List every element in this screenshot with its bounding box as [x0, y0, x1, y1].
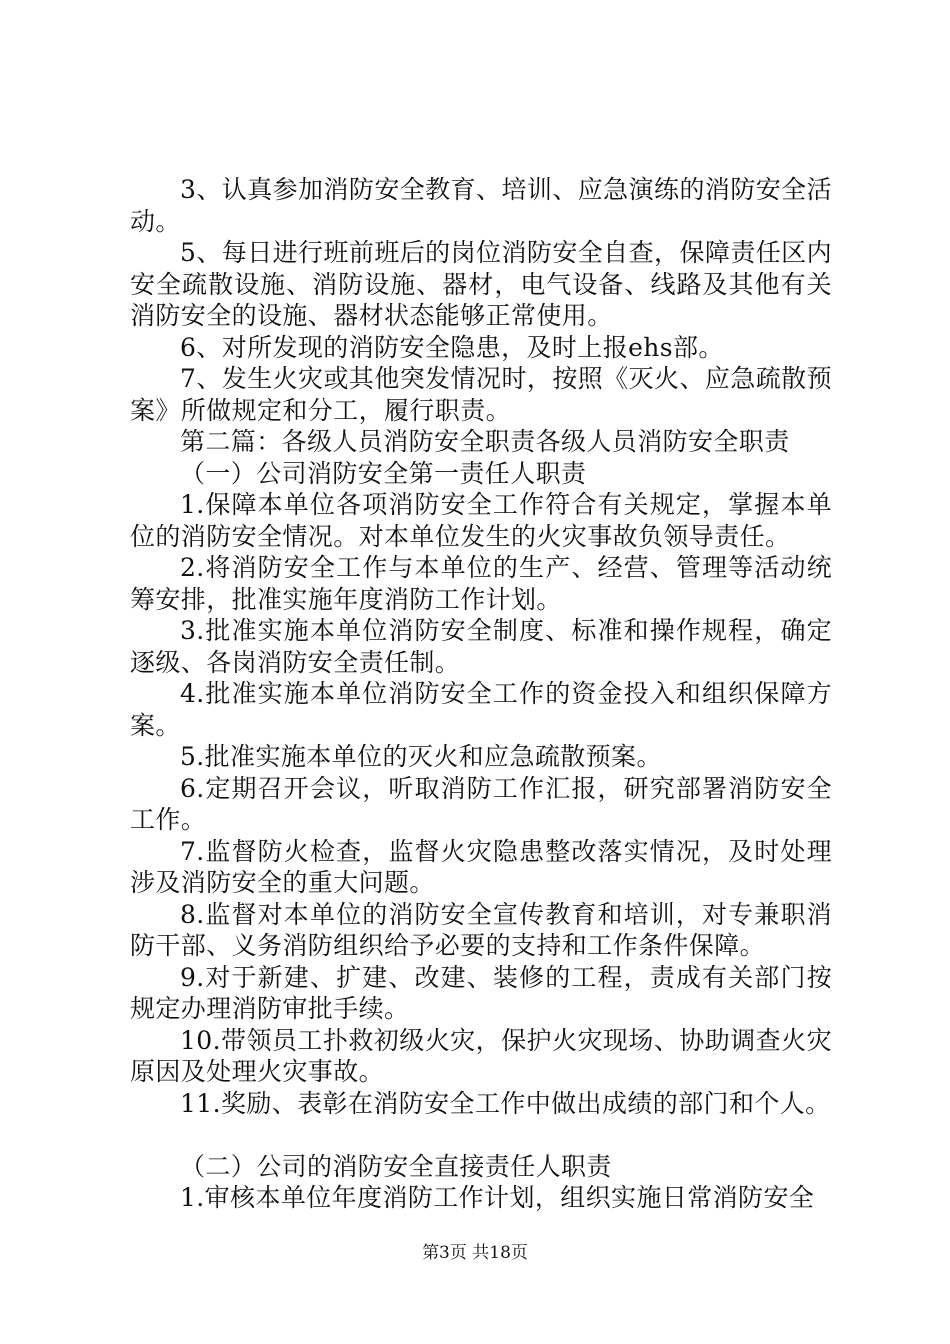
duty-item-11: 11.奖励、表彰在消防安全工作中做出成绩的部门和个人。 — [180, 1088, 831, 1118]
paragraph-item-5: 5、每日进行班前班后的岗位消防安全自查，保障责任区内安全疏散设施、消防设施、器材，电气设备、线路及其他有关消防安全的设施、器材状态能够正常使用。 — [130, 238, 832, 330]
duty-item-2: 2.将消防安全工作与本单位的生产、经营、管理等活动统筹安排，批准实施年度消防工作计划。 — [130, 553, 832, 614]
chapter-heading: 第二篇：各级人员消防安全职责各级人员消防安全职责 — [180, 427, 790, 456]
section-heading-2: （二）公司的消防安全直接责任人职责 — [180, 1151, 612, 1181]
duty-item-6: 6.定期召开会议，听取消防工作汇报，研究部署消防安全工作。 — [130, 773, 832, 834]
duty-item-5: 5.批准实施本单位的灭火和应急疏散预案。 — [180, 742, 662, 771]
section-heading-1: （一）公司消防安全第一责任人职责 — [180, 458, 587, 488]
duty-item-9: 9.对于新建、扩建、改建、装修的工程，责成有关部门按规定办理消防审批手续。 — [130, 962, 832, 1023]
duty-item-3: 3.批准实施本单位消防安全制度、标准和操作规程，确定逐级、各岗消防安全责任制。 — [130, 616, 832, 677]
blank-line — [130, 1119, 832, 1151]
duty-item-2-1: 1.审核本单位年度消防工作计划，组织实施日常消防安全 — [180, 1183, 815, 1212]
duty-item-4: 4.批准实施本单位消防安全工作的资金投入和组织保障方案。 — [130, 679, 832, 740]
paragraph-item-6: 6、对所发现的消防安全隐患，及时上报ehs部。 — [180, 332, 724, 362]
document-body — [130, 174, 832, 1214]
paragraph-item-3: 3、认真参加消防安全教育、培训、应急演练的消防安全活动。 — [130, 175, 832, 236]
duty-item-7: 7.监督防火检查，监督火灾隐患整改落实情况，及时处理涉及消防安全的重大问题。 — [130, 836, 832, 897]
page-number-footer: 第3页 共18页 — [422, 1243, 528, 1263]
duty-item-10: 10.带领员工扑救初级火灾，保护火灾现场、协助调查火灾原因及处理火灾事故。 — [130, 1025, 832, 1086]
paragraph-item-7: 7、发生火灾或其他突发情况时，按照《灭火、应急疏散预案》所做规定和分工，履行职责。 — [130, 364, 832, 425]
duty-item-8: 8.监督对本单位的消防安全宣传教育和培训，对专兼职消防干部、义务消防组织给予必要的支持和工作条件保障。 — [130, 899, 832, 960]
duty-item-1: 1.保障本单位各项消防安全工作符合有关规定，掌握本单位的消防安全情况。对本单位发生的火灾事故负领导责任。 — [130, 490, 832, 551]
